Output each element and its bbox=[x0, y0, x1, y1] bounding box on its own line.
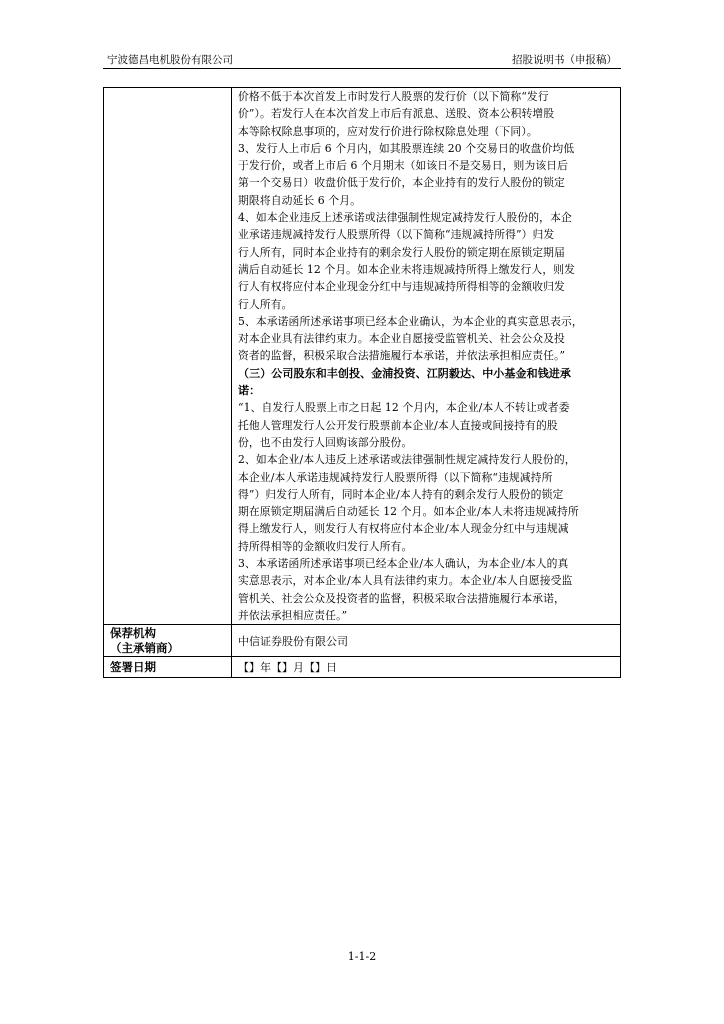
text-line: 得”）归发行人所有，同时本企业/本人持有的剩余发行人股份的锁定 bbox=[238, 487, 564, 501]
sign-date-row bbox=[104, 657, 621, 678]
header-company-name: 宁波德昌电机股份有限公司 bbox=[107, 54, 233, 66]
text-line: 本等除权除息事项的，应对发行价进行除权除息处理（下同）。 bbox=[238, 124, 538, 138]
text-line: 期限将自动延长 6 个月。 bbox=[238, 193, 362, 207]
text-line: 并依法承担相应责任。” bbox=[238, 608, 348, 622]
text-line: 本企业/本人承诺违规减持发行人股票所得（以下简称“违规减持所 bbox=[238, 470, 553, 484]
text-line: 2、如本企业/本人违反上述承诺或法律强制性规定减持发行人股份的， bbox=[238, 453, 576, 467]
page-header bbox=[103, 51, 621, 69]
text-line: 行人所有，同时本企业持有的剩余发行人股份的锁定期在原锁定期届 bbox=[238, 245, 565, 259]
text-line: 5、本承诺函所述承诺事项已经本企业确认，为本企业的真实意思表示， bbox=[238, 314, 583, 328]
sponsor-value: 中信证券股份有限公司 bbox=[232, 625, 621, 657]
text-line: 业承诺违规减持发行人股票所得（以下简称“违规减持所得”）归发 bbox=[238, 228, 555, 242]
text-line: 行人有权将应付本企业现金分红中与违规减持所得相等的金额收归发 bbox=[238, 280, 565, 294]
commitment-table bbox=[103, 87, 621, 678]
page-number: 1-1-2 bbox=[347, 950, 377, 963]
commitment-label-cell bbox=[104, 88, 232, 625]
sponsor-row bbox=[104, 625, 621, 657]
sponsor-label bbox=[104, 625, 232, 657]
text-line: 4、如本企业违反上述承诺或法律强制性规定减持发行人股份的，本企 bbox=[238, 211, 572, 225]
text-line: “1、自发行人股票上市之日起 12 个月内，本企业/本人不转让或者委 bbox=[238, 401, 570, 415]
text-line: 行人所有。 bbox=[238, 297, 293, 311]
text-line: 满后自动延长 12 个月。如本企业未将违规减持所得上缴发行人，则发 bbox=[238, 262, 576, 276]
text-line: 管机关、社会公众及投资者的监督，积极采取合法措施履行本承诺， bbox=[238, 591, 565, 605]
text-line: 于发行价，或者上市后 6 个月期末（如该日不是交易日，则为该日后 bbox=[238, 159, 569, 173]
text-line: 价格不低于本次首发上市时发行人股票的发行价（以下简称“发行 bbox=[238, 90, 549, 103]
sponsor-label-line1: 保荐机构 bbox=[110, 626, 156, 641]
text-line: 实意思表示，对本企业/本人具有法律约束力。本企业/本人自愿接受监 bbox=[238, 574, 573, 588]
text-line: 诺： bbox=[238, 384, 261, 398]
commitment-text bbox=[238, 88, 616, 624]
text-line: 3、发行人上市后 6 个月内，如其股票连续 20 个交易日的收盘价均低 bbox=[238, 141, 575, 155]
text-line: 价”）。若发行人在本次首发上市后有派息、送股、资本公积转增股 bbox=[238, 107, 555, 121]
text-line: 持所得相等的金额收归发行人所有。 bbox=[238, 539, 413, 553]
text-line: 得上缴发行人，则发行人有权将应付本企业/本人现金分红中与违规减 bbox=[238, 522, 569, 536]
sponsor-label-line2: （主承销商） bbox=[110, 641, 179, 656]
text-line: 期在原锁定期届满后自动延长 12 个月。如本企业/本人未将违规减持所 bbox=[238, 505, 579, 519]
text-line: （三）公司股东和丰创投、金浦投资、江阴毅达、中小基金和钱进承 bbox=[238, 366, 571, 380]
text-line: 份，也不由发行人回购该部分股份。 bbox=[238, 435, 413, 449]
sign-date-value: 【】年【】月【】日 bbox=[232, 657, 621, 678]
sign-date-label: 签署日期 bbox=[104, 657, 232, 678]
text-line: 第一个交易日）收盘价低于发行价，本企业持有的发行人股份的锁定 bbox=[238, 176, 565, 190]
text-line: 对本企业具有法律约束力。本企业自愿接受监管机关、社会公众及投 bbox=[238, 332, 565, 346]
text-line: 托他人管理发行人公开发行股票前本企业/本人直接或间接持有的股 bbox=[238, 418, 558, 432]
commitment-content-cell bbox=[232, 88, 621, 625]
commitment-row bbox=[104, 88, 621, 625]
text-line: 资者的监督，积极采取合法措施履行本承诺，并依法承担相应责任。” bbox=[238, 349, 566, 363]
header-document-type: 招股说明书（申报稿） bbox=[512, 54, 617, 66]
text-line: 3、本承诺函所述承诺事项已经本企业/本人确认，为本企业/本人的真 bbox=[238, 557, 569, 571]
